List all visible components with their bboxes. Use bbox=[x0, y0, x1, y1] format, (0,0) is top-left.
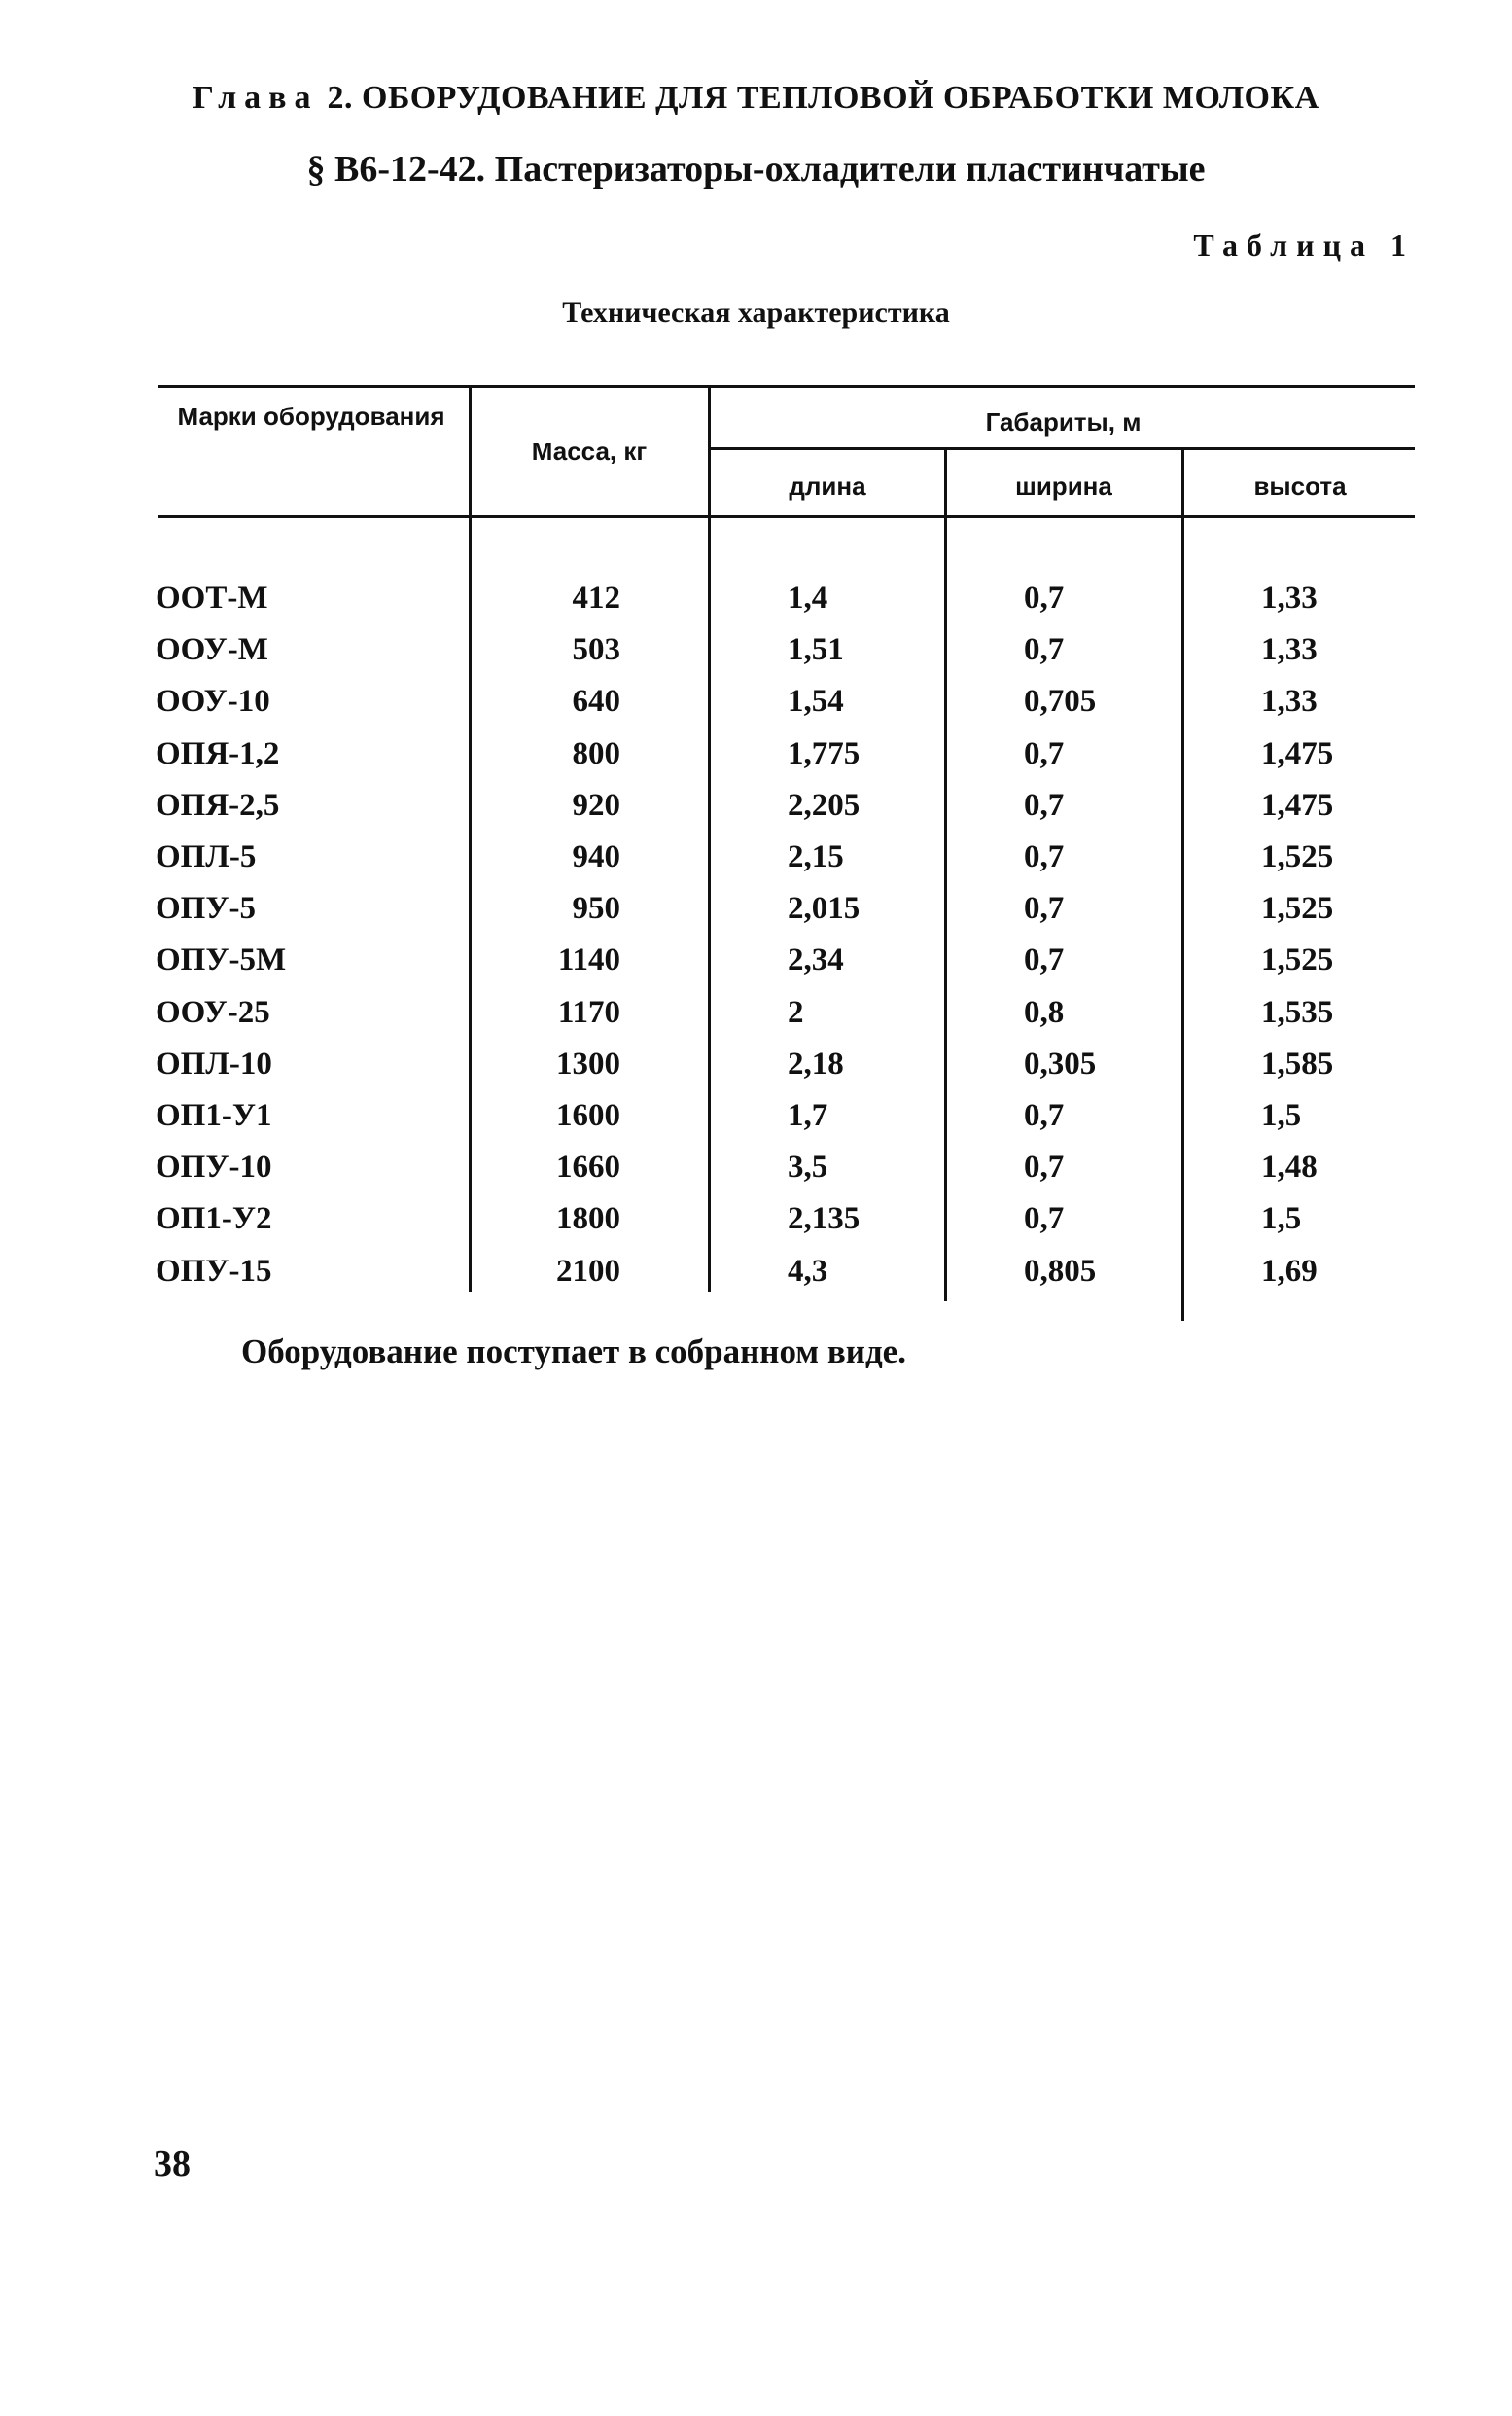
row-mark: ООУ-М bbox=[156, 632, 268, 667]
row-height: 1,5 bbox=[1261, 1201, 1302, 1236]
table-label: Таблица 1 bbox=[1193, 228, 1415, 263]
row-width: 0,7 bbox=[1024, 1098, 1065, 1133]
row-width: 0,7 bbox=[1024, 942, 1065, 977]
row-height: 1,475 bbox=[1261, 736, 1334, 771]
row-height: 1,69 bbox=[1261, 1254, 1318, 1289]
row-mark: ОПУ-5 bbox=[156, 891, 257, 926]
row-width: 0,705 bbox=[1024, 684, 1097, 719]
row-mass: 800 bbox=[572, 736, 620, 771]
row-mark: ОПЯ-2,5 bbox=[156, 788, 280, 823]
row-length: 1,51 bbox=[788, 632, 844, 667]
row-width: 0,7 bbox=[1024, 736, 1065, 771]
row-width: 0,7 bbox=[1024, 839, 1065, 874]
row-mass: 940 bbox=[572, 839, 620, 874]
row-height: 1,33 bbox=[1261, 684, 1318, 719]
row-mark: ООУ-10 bbox=[156, 684, 270, 719]
note: Оборудование поступает в собранном виде. bbox=[241, 1332, 906, 1370]
row-mass: 2100 bbox=[556, 1254, 620, 1289]
row-height: 1,535 bbox=[1261, 995, 1334, 1030]
row-mass: 920 bbox=[572, 788, 620, 823]
row-mass: 412 bbox=[572, 581, 620, 616]
row-width: 0,8 bbox=[1024, 995, 1065, 1030]
header-mark: Марки оборудования bbox=[177, 402, 445, 431]
row-mark: ОПУ-5М bbox=[156, 942, 287, 977]
row-length: 1,54 bbox=[788, 684, 844, 719]
row-width: 0,7 bbox=[1024, 1201, 1065, 1236]
row-height: 1,525 bbox=[1261, 942, 1334, 977]
row-length: 2,015 bbox=[788, 891, 861, 926]
row-length: 4,3 bbox=[788, 1254, 828, 1289]
row-height: 1,48 bbox=[1261, 1150, 1318, 1185]
column-divider-2 bbox=[708, 387, 711, 1292]
row-mark: ОПЛ-10 bbox=[156, 1047, 272, 1082]
row-mark: ОПУ-10 bbox=[156, 1150, 272, 1185]
header-height: высота bbox=[1253, 472, 1347, 501]
row-mass: 1600 bbox=[556, 1098, 620, 1133]
row-length: 2,135 bbox=[788, 1201, 861, 1236]
row-width: 0,7 bbox=[1024, 788, 1065, 823]
row-mark: ОП1-У1 bbox=[156, 1098, 272, 1133]
row-height: 1,475 bbox=[1261, 788, 1334, 823]
row-height: 1,525 bbox=[1261, 891, 1334, 926]
row-height: 1,585 bbox=[1261, 1047, 1334, 1082]
row-mass: 950 bbox=[572, 891, 620, 926]
header-bottom-rule bbox=[158, 515, 1415, 518]
row-length: 3,5 bbox=[788, 1150, 828, 1185]
row-width: 0,805 bbox=[1024, 1254, 1097, 1289]
row-height: 1,525 bbox=[1261, 839, 1334, 874]
row-length: 1,775 bbox=[788, 736, 861, 771]
row-mark: ОПЛ-5 bbox=[156, 839, 257, 874]
row-length: 1,7 bbox=[788, 1098, 828, 1133]
row-width: 0,7 bbox=[1024, 632, 1065, 667]
row-length: 2,34 bbox=[788, 942, 844, 977]
row-mark: ОПЯ-1,2 bbox=[156, 736, 280, 771]
row-mass: 1170 bbox=[557, 995, 620, 1030]
row-height: 1,5 bbox=[1261, 1098, 1302, 1133]
chapter-prefix: Глава bbox=[193, 80, 319, 116]
header-mass: Масса, кг bbox=[531, 437, 648, 466]
row-length: 2,18 bbox=[788, 1047, 844, 1082]
row-mark: ОПУ-15 bbox=[156, 1254, 272, 1289]
row-height: 1,33 bbox=[1261, 581, 1318, 616]
row-mass: 640 bbox=[572, 684, 620, 719]
row-length: 2 bbox=[788, 995, 804, 1030]
page-number: 38 bbox=[154, 2144, 191, 2185]
column-divider-1 bbox=[469, 387, 472, 1292]
row-length: 2,15 bbox=[788, 839, 844, 874]
dimensions-header-rule bbox=[708, 447, 1415, 450]
table-caption: Техническая характеристика bbox=[562, 297, 950, 329]
header-length: длина bbox=[789, 472, 866, 501]
row-mark: ОП1-У2 bbox=[156, 1201, 272, 1236]
row-width: 0,7 bbox=[1024, 1150, 1065, 1185]
row-mass: 1660 bbox=[556, 1150, 620, 1185]
row-length: 2,205 bbox=[788, 788, 861, 823]
row-length: 1,4 bbox=[788, 581, 828, 616]
column-divider-4 bbox=[1181, 449, 1184, 1321]
chapter-title bbox=[0, 80, 1512, 117]
row-height: 1,33 bbox=[1261, 632, 1318, 667]
header-dimensions: Габариты, м bbox=[985, 408, 1142, 437]
row-mark: ООТ-М bbox=[156, 581, 268, 616]
row-width: 0,7 bbox=[1024, 581, 1065, 616]
row-width: 0,305 bbox=[1024, 1047, 1097, 1082]
row-mass: 1140 bbox=[557, 942, 620, 977]
row-mass: 1800 bbox=[556, 1201, 620, 1236]
column-divider-3 bbox=[944, 449, 947, 1301]
chapter-name: 2. ОБОРУДОВАНИЕ ДЛЯ ТЕПЛОВОЙ ОБРАБОТКИ МОЛОКА bbox=[318, 80, 1319, 116]
row-mark: ООУ-25 bbox=[156, 995, 270, 1030]
table-top-rule bbox=[158, 385, 1415, 388]
row-mass: 503 bbox=[572, 632, 620, 667]
row-width: 0,7 bbox=[1024, 891, 1065, 926]
section-title: § В6-12-42. Пастеризаторы-охладители пластинчатые bbox=[306, 149, 1206, 190]
row-mass: 1300 bbox=[556, 1047, 620, 1082]
header-width: ширина bbox=[1015, 472, 1112, 501]
